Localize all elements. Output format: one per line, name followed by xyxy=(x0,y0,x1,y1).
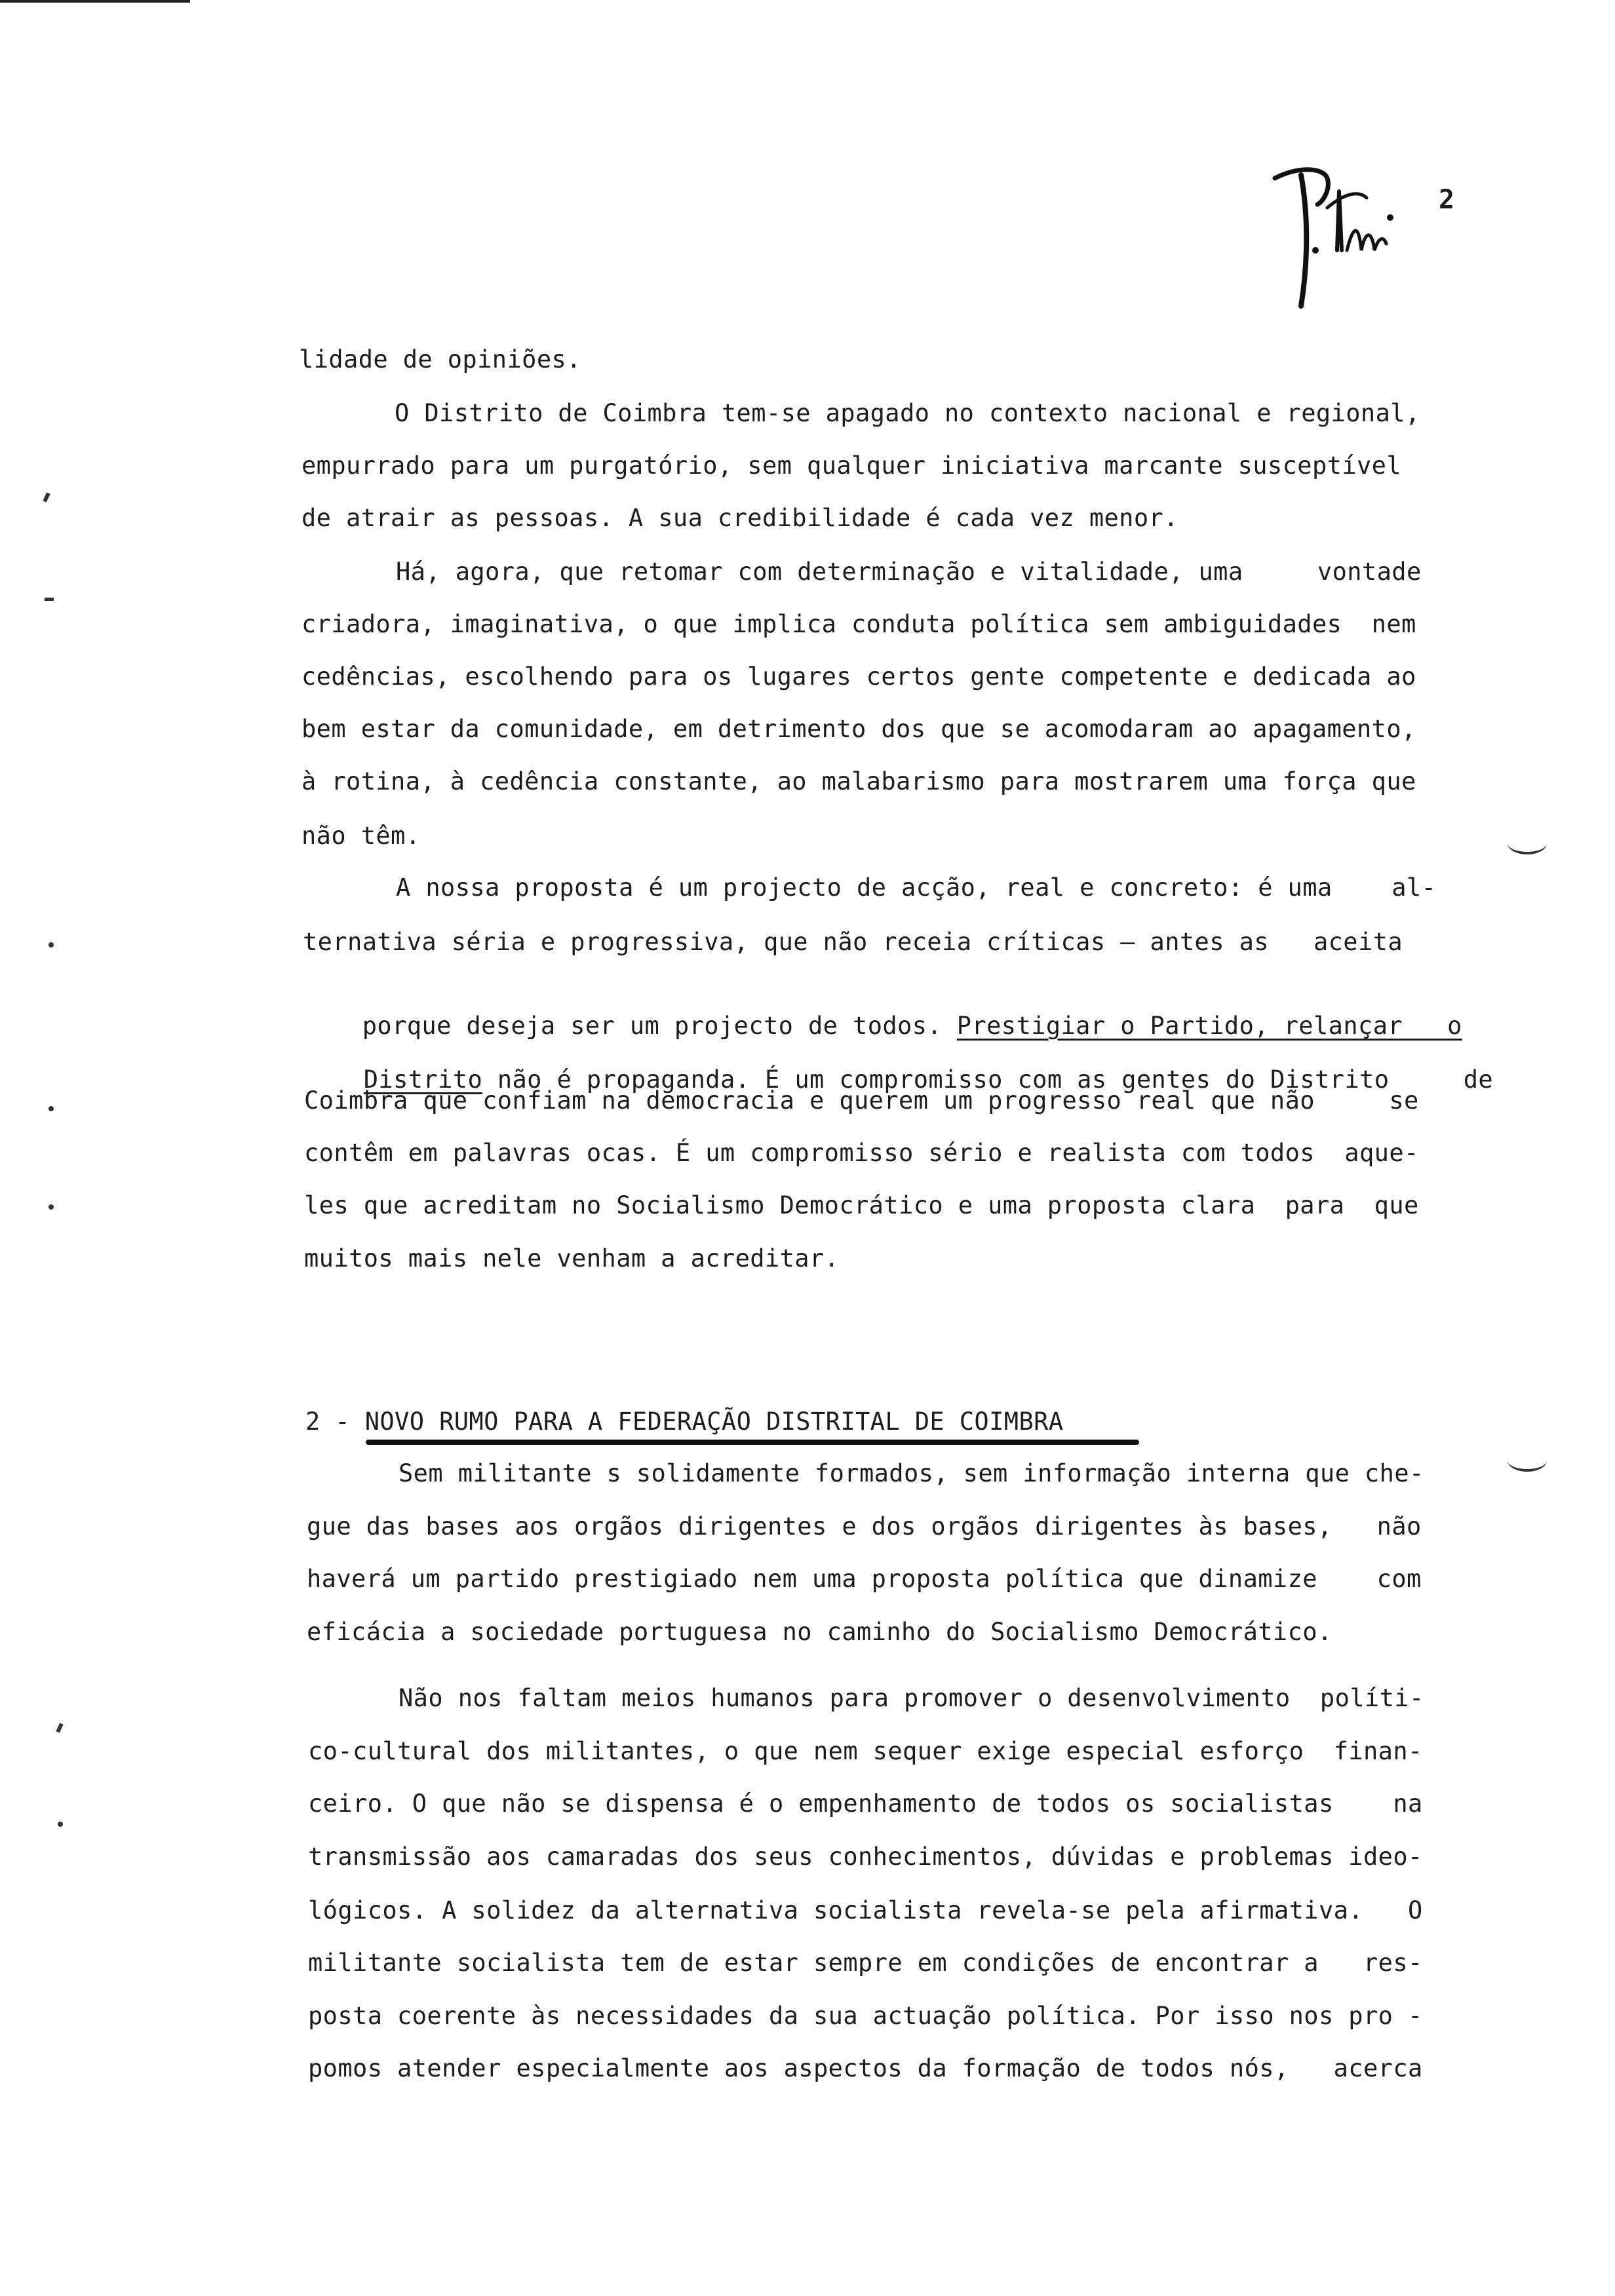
margin-mark xyxy=(1508,832,1547,854)
text-line: muitos mais nele venham a acreditar. xyxy=(304,1244,840,1272)
text-line: co-cultural dos militantes, o que nem sequer exige especial esforço finan- xyxy=(308,1737,1423,1765)
underlined-phrase: Prestigiar o Partido, relançar o xyxy=(956,1012,1462,1040)
text-line: cedências, escolhendo para os lugares certos gente competente e dedicada ao xyxy=(302,662,1416,691)
text-line: Sem militante s solidamente formados, sem informação interna que che- xyxy=(399,1459,1424,1487)
text-line: A nossa proposta é um projecto de acção, real e concreto: é uma al- xyxy=(396,873,1437,902)
underlined-phrase: Distrito xyxy=(363,1065,483,1094)
scan-edge-line xyxy=(0,0,190,3)
text-line: criadora, imaginativa, o que implica conduta política sem ambiguidades nem xyxy=(302,610,1416,638)
page-number: 2 xyxy=(1439,185,1455,215)
handwritten-signature xyxy=(1262,152,1419,316)
text-line: contêm em palavras ocas. É um compromisso sério e realista com todos aque- xyxy=(304,1139,1419,1167)
text-line: Coimbra que confiam na democracia e querem um progresso real que não se xyxy=(304,1086,1419,1115)
text-line: Há, agora, que retomar com determinação e vitalidade, uma vontade xyxy=(396,558,1422,586)
text-segment: não é propaganda. É um compromisso com as gentes do Distrito de xyxy=(482,1065,1494,1094)
text-line: gue das bases aos orgãos dirigentes e dos orgãos dirigentes às bases, não xyxy=(307,1512,1422,1540)
text-line: à rotina, à cedência constante, ao malabarismo para mostrarem uma força que xyxy=(302,767,1416,795)
text-line: empurrado para um purgatório, sem qualquer iniciativa marcante susceptível xyxy=(302,451,1402,480)
text-line: lógicos. A solidez da alternativa socialista revela-se pela afirmativa. O xyxy=(308,1896,1423,1924)
text-line: lidade de opiniões. xyxy=(299,345,581,373)
margin-mark xyxy=(49,1204,54,1210)
text-line: não têm. xyxy=(302,822,421,850)
margin-mark xyxy=(43,492,50,502)
text-line: O Distrito de Coimbra tem-se apagado no contexto nacional e regional, xyxy=(395,399,1420,427)
margin-mark xyxy=(1508,1449,1547,1472)
text-line: militante socialista tem de estar sempre em condições de encontrar a res- xyxy=(308,1949,1423,1977)
text-line: haverá um partido prestigiado nem uma proposta política que dinamize com xyxy=(307,1565,1422,1593)
text-line: eficácia a sociedade portuguesa no caminho do Socialismo Democrático. xyxy=(307,1618,1333,1646)
text-line: ceiro. O que não se dispensa é o empenhamento de todos os socialistas na xyxy=(308,1789,1423,1818)
heading-underline xyxy=(366,1440,1139,1445)
section-heading: 2 - NOVO RUMO PARA A FEDERAÇÃO DISTRITAL DE COIMBRA xyxy=(305,1407,1064,1436)
text-line: les que acreditam no Socialismo Democrático e uma proposta clara para que xyxy=(304,1191,1419,1219)
margin-mark xyxy=(49,1106,54,1111)
text-line: bem estar da comunidade, em detrimento dos que se acomodaram ao apagamento, xyxy=(302,715,1416,743)
margin-mark xyxy=(45,598,54,601)
text-segment: porque deseja ser um projecto de todos. xyxy=(362,1012,943,1040)
text-line: posta coerente às necessidades da sua actuação política. Por isso nos pro - xyxy=(308,2002,1423,2030)
text-line: pomos atender especialmente aos aspectos da formação de todos nós, acerca xyxy=(308,2054,1423,2082)
text-line: de atrair as pessoas. A sua credibilidade é cada vez menor. xyxy=(302,504,1178,532)
text-line: Não nos faltam meios humanos para promover o desenvolvimento políti- xyxy=(399,1684,1424,1712)
margin-mark xyxy=(58,1822,63,1827)
margin-mark xyxy=(56,1723,63,1732)
text-line: transmissão aos camaradas dos seus conhecimentos, dúvidas e problemas ideo- xyxy=(308,1843,1423,1871)
text-line: ternativa séria e progressiva, que não receia críticas — antes as aceita xyxy=(303,928,1403,956)
margin-mark xyxy=(49,942,54,947)
